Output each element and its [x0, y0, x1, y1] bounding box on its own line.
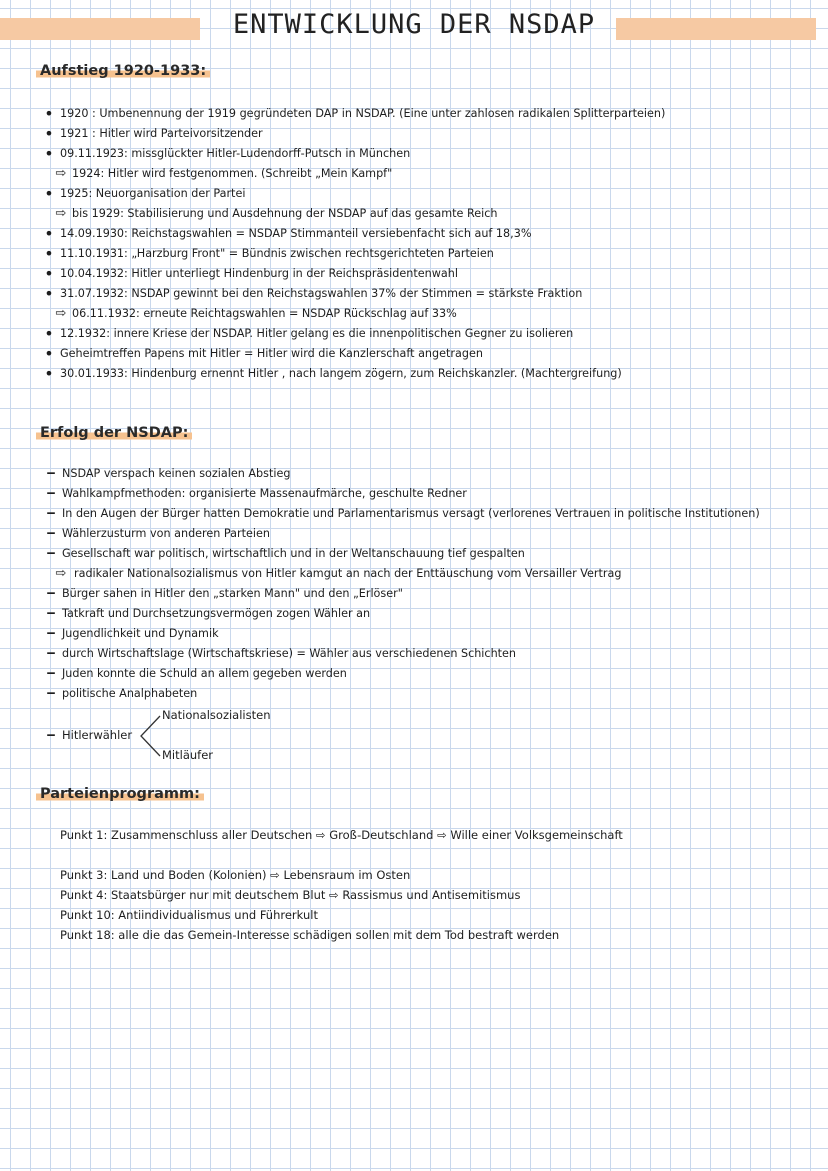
list-item — [0, 524, 828, 544]
section-programm — [0, 825, 828, 945]
list-item — [0, 644, 828, 664]
list-item-text: Gesellschaft war politisch, wirtschaftlich und in der Weltanschauung tief gespalten — [62, 547, 525, 560]
dash-marker — [44, 684, 58, 704]
list-item — [0, 865, 828, 885]
list-item — [0, 845, 828, 865]
list-item — [0, 224, 828, 244]
bullet-marker — [42, 284, 56, 306]
arrow-right-icon: ⇨ — [55, 206, 67, 221]
list-item-text: Geheimtreffen Papens mit Hitler = Hitler wird die Kanzlerschaft angetragen — [60, 347, 483, 360]
list-item — [0, 504, 828, 524]
dash-marker — [44, 604, 58, 624]
bullet-marker — [42, 104, 56, 126]
bullet-marker — [42, 124, 56, 146]
dash-marker — [44, 464, 58, 484]
list-item-text: durch Wirtschaftslage (Wirtschaftskriese) = Wähler aus verschiedenen Schichten — [62, 647, 517, 660]
list-item-text: Wählerzusturm von anderen Parteien — [62, 527, 270, 540]
list-item-text: bis 1929: Stabilisierung und Ausdehnung der NSDAP auf das gesamte Reich — [72, 207, 498, 220]
list-item-text: 12.1932: innere Kriese der NSDAP. Hitler gelang es die innenpolitischen Gegner zu isolieren — [60, 327, 574, 340]
heading-programm: Parteienprogramm: — [36, 786, 204, 802]
branch-connector — [138, 714, 162, 758]
heading-erfolg: Erfolg der NSDAP: — [36, 425, 192, 441]
list-item-text: Jugendlichkeit und Dynamik — [62, 627, 219, 640]
list-item — [0, 204, 828, 224]
list-item — [0, 344, 828, 364]
list-item-text: Punkt 10: Antiindividualismus und Führerkult — [60, 908, 318, 922]
erfolg-list — [0, 464, 828, 704]
list-item — [0, 684, 828, 704]
list-item-text: Punkt 3: Land und Boden (Kolonien) ⇨ Lebensraum im Osten — [60, 868, 411, 882]
branch-lower: Mitläufer — [162, 748, 214, 762]
arrow-right-icon: ⇨ — [55, 566, 67, 581]
dash-marker — [44, 584, 58, 604]
bullet-marker — [42, 364, 56, 386]
list-item-text: 1924: Hitler wird festgenommen. (Schreibt „Mein Kampf" — [72, 167, 393, 180]
dash-marker — [44, 524, 58, 544]
list-item-text: Punkt 4: Staatsbürger nur mit deutschem Blut ⇨ Rassismus und Antisemitismus — [60, 888, 521, 902]
title-highlight-left — [0, 18, 200, 40]
title-highlight-right — [616, 18, 816, 40]
list-item — [0, 184, 828, 204]
list-item-text: 11.10.1931: „Harzburg Front" = Bündnis zwischen rechtsgerichteten Parteien — [60, 247, 494, 260]
list-item-text: radikaler Nationalsozialismus von Hitler kamgut an nach der Enttäuschung vom Versailler Vertrag — [74, 567, 622, 580]
list-item-text: Juden konnte die Schuld an allem gegeben werden — [62, 667, 347, 680]
list-item — [0, 885, 828, 905]
bullet-marker — [42, 144, 56, 166]
list-item-text: 1921 : Hitler wird Parteivorsitzender — [60, 127, 263, 140]
list-item — [0, 464, 828, 484]
list-item-text: In den Augen der Bürger hatten Demokratie und Parlamentarismus versagt (verlorenes Vertrauen in politische Institutionen) — [62, 507, 760, 520]
bullet-marker — [42, 244, 56, 266]
list-item — [0, 484, 828, 504]
list-item — [0, 905, 828, 925]
list-item-text: Bürger sahen in Hitler den „starken Mann" und den „Erlöser" — [62, 587, 403, 600]
list-item-text: Tatkraft und Durchsetzungsvermögen zogen Wähler an — [62, 607, 371, 620]
list-item-text: Punkt 1: Zusammenschluss aller Deutschen ⇨ Groß-Deutschland ⇨ Wille einer Volksgemeinschaft — [60, 828, 623, 842]
bullet-marker — [42, 224, 56, 246]
section-erfolg — [0, 464, 828, 704]
list-item — [0, 144, 828, 164]
list-item — [0, 164, 828, 184]
dash-marker — [44, 644, 58, 664]
page-title: ENTWICKLUNG DER NSDAP — [232, 9, 596, 40]
list-item-text: 30.01.1933: Hindenburg ernennt Hitler , nach langem zögern, zum Reichskanzler. (Machtergreifung) — [60, 367, 622, 380]
list-item — [0, 564, 828, 584]
list-item — [0, 624, 828, 644]
list-item — [0, 664, 828, 684]
dash-marker — [44, 664, 58, 684]
section-aufstieg — [0, 104, 828, 384]
list-item — [0, 244, 828, 264]
list-item-text: 1920 : Umbenennung der 1919 gegründeten DAP in NSDAP. (Eine unter zahlosen radikalen Splitterparteien) — [60, 107, 666, 120]
list-item-text: Punkt 18: alle die das Gemein-Interesse schädigen sollen mit dem Tod bestraft werden — [60, 928, 560, 942]
list-item — [0, 544, 828, 564]
list-item-text: 14.09.1930: Reichstagswahlen = NSDAP Stimmanteil versiebenfacht sich auf 18,3% — [60, 227, 532, 240]
list-item-text: 06.11.1932: erneute Reichtagswahlen = NSDAP Rückschlag auf 33% — [72, 307, 457, 320]
arrow-right-icon: ⇨ — [55, 166, 67, 181]
list-item-text: politische Analphabeten — [62, 687, 198, 700]
list-item — [0, 104, 828, 124]
bullet-marker — [42, 324, 56, 346]
branch-upper: Nationalsozialisten — [162, 708, 271, 722]
list-item-text: 31.07.1932: NSDAP gewinnt bei den Reichstagswahlen 37% der Stimmen = stärkste Fraktion — [60, 287, 583, 300]
list-item — [0, 825, 828, 845]
bullet-marker — [42, 264, 56, 286]
heading-aufstieg: Aufstieg 1920-1933: — [36, 63, 210, 79]
bullet-marker — [42, 344, 56, 366]
list-item — [0, 925, 828, 945]
list-item-text: 1925: Neuorganisation der Partei — [60, 187, 246, 200]
list-item — [0, 124, 828, 144]
list-item — [0, 584, 828, 604]
list-item — [0, 284, 828, 304]
list-item — [0, 304, 828, 324]
list-item — [0, 264, 828, 284]
list-item — [0, 364, 828, 384]
branch-root: Hitlerwähler — [62, 728, 133, 742]
list-item-text: 09.11.1923: missglückter Hitler-Ludendorff-Putsch in München — [60, 147, 411, 160]
list-item-text: Wahlkampfmethoden: organisierte Massenaufmärche, geschulte Redner — [62, 487, 467, 500]
title-band — [0, 9, 828, 40]
list-item — [0, 324, 828, 344]
dash-marker — [44, 624, 58, 644]
dash-marker — [44, 484, 58, 504]
aufstieg-list — [0, 104, 828, 384]
dash-marker — [44, 544, 58, 564]
list-item-text: NSDAP verspach keinen sozialen Abstieg — [62, 467, 291, 480]
dash-marker — [44, 724, 58, 746]
list-item-text: 10.04.1932: Hitler unterliegt Hindenburg in der Reichspräsidentenwahl — [60, 267, 458, 280]
arrow-right-icon: ⇨ — [55, 306, 67, 321]
list-item — [0, 604, 828, 624]
bullet-marker — [42, 184, 56, 206]
dash-marker — [44, 504, 58, 524]
programm-list — [0, 825, 828, 945]
